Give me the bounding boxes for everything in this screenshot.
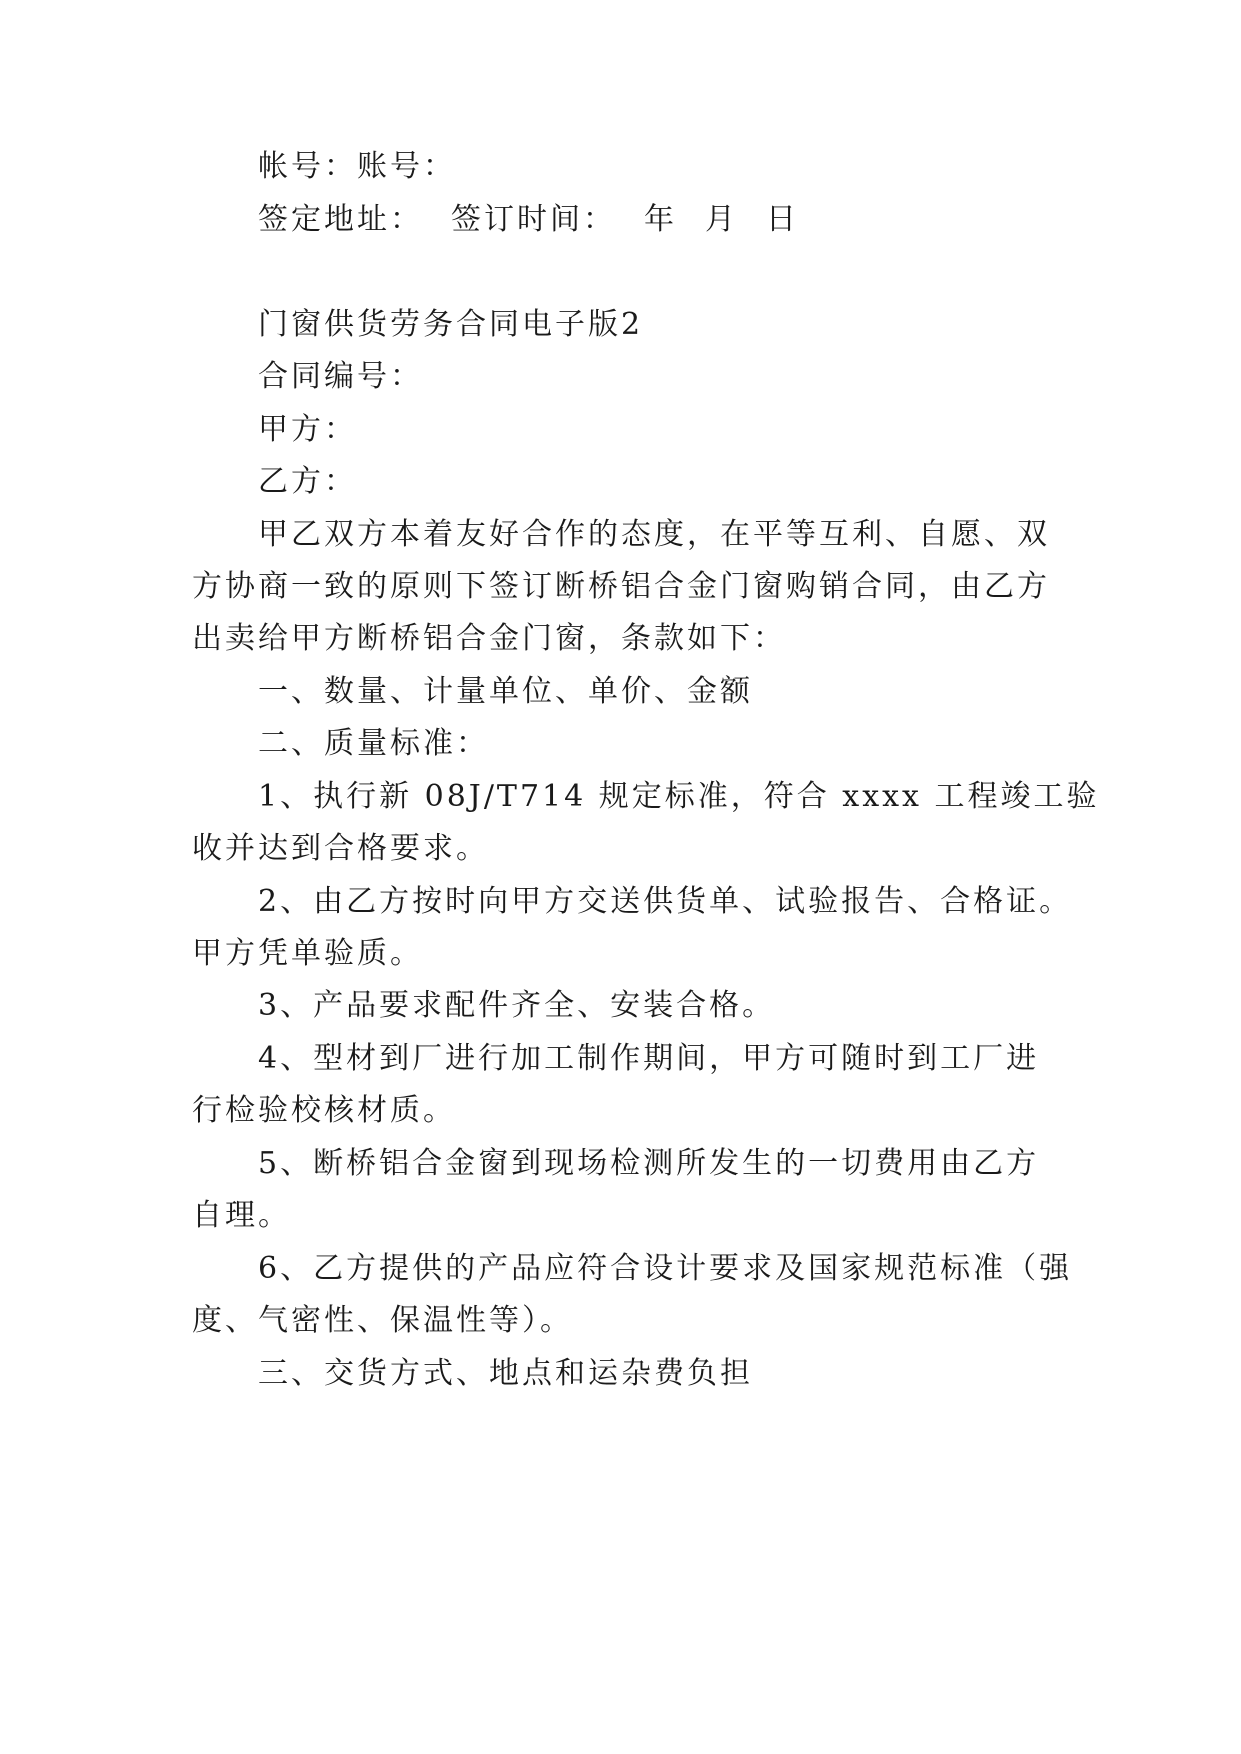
clause-4-line: 行检验校核材质。 [192, 1093, 456, 1128]
party-b-label: 乙方： [258, 464, 357, 499]
account-line: 帐号：账号： [258, 149, 456, 184]
day-label: 日 [766, 202, 799, 237]
contract-number-label: 合同编号： [258, 359, 423, 394]
section-heading-3: 三、交货方式、地点和运杂费负担 [258, 1356, 753, 1391]
clause-5-line: 自理。 [192, 1198, 291, 1233]
document-title: 门窗供货劳务合同电子版2 [258, 307, 644, 342]
preamble-line: 甲乙双方本着友好合作的态度，在平等互利、自愿、双 [258, 517, 1050, 552]
clause-5-line: 5、断桥铝合金窗到现场检测所发生的一切费用由乙方 [258, 1146, 1040, 1181]
sign-time-label: 签订时间： [451, 202, 616, 237]
sign-address-label: 签定地址： [258, 202, 423, 237]
month-label: 月 [705, 202, 738, 237]
party-a-label: 甲方： [258, 412, 357, 447]
sign-info-line [258, 200, 799, 240]
clause-1-line: 收并达到合格要求。 [192, 831, 489, 866]
section-heading-2: 二、质量标准： [258, 726, 489, 761]
clause-4-line: 4、型材到厂进行加工制作期间，甲方可随时到工厂进 [258, 1041, 1040, 1076]
clause-6-line: 度、气密性、保温性等）。 [192, 1303, 573, 1338]
section-heading-1: 一、数量、计量单位、单价、金额 [258, 674, 753, 709]
preamble-line: 方协商一致的原则下签订断桥铝合金门窗购销合同，由乙方 [192, 569, 1050, 604]
clause-1-line: 1、执行新 08J/T714 规定标准，符合 xxxx 工程竣工验 [258, 779, 1100, 814]
year-label: 年 [644, 202, 677, 237]
clause-3-line: 3、产品要求配件齐全、安装合格。 [258, 988, 776, 1023]
clause-2-line: 甲方凭单验质。 [192, 936, 423, 971]
clause-6-line: 6、乙方提供的产品应符合设计要求及国家规范标准（强 [258, 1251, 1073, 1286]
clause-2-line: 2、由乙方按时向甲方交送供货单、试验报告、合格证。 [258, 884, 1073, 919]
preamble-line: 出卖给甲方断桥铝合金门窗，条款如下： [192, 621, 786, 656]
